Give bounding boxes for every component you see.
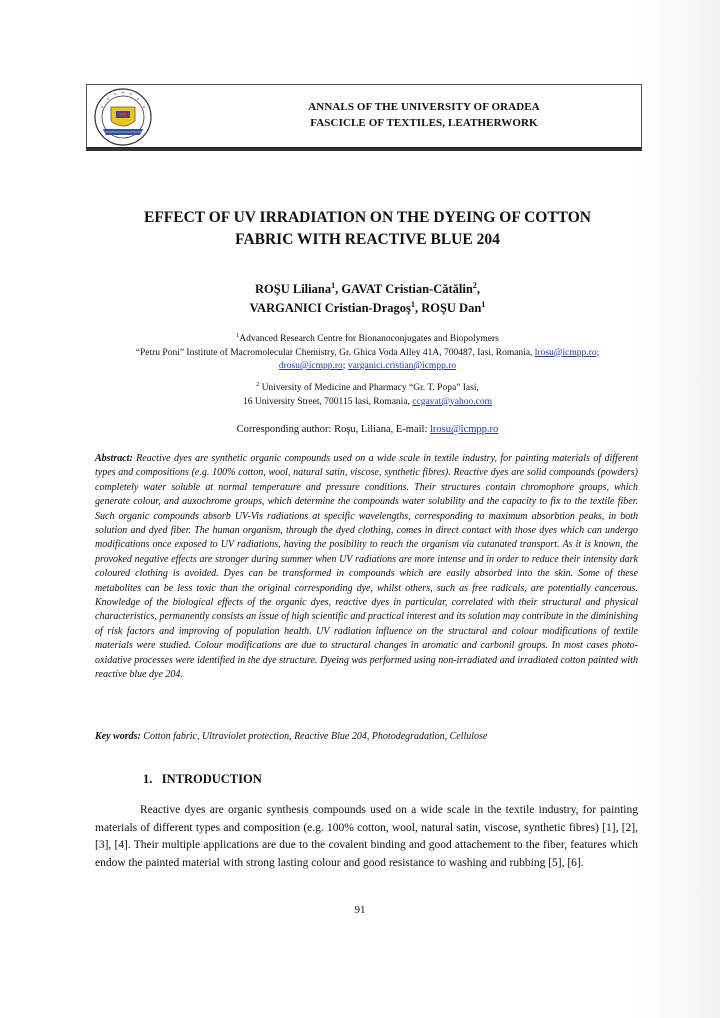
corresponding-label: Corresponding author: Roşu, Liliana, E-mail:: [236, 424, 431, 435]
authors-line-1: ROŞU Liliana$^1$, GAVAT Cristian-Cătălin$^2$,: [255, 280, 480, 296]
affiliation-1-institution: Advanced Research Centre for Bionanoconjugates and Biopolymers: [239, 334, 499, 344]
title-line-1: EFFECT OF UV IRRADIATION ON THE DYEING OF COTTON: [144, 209, 591, 226]
author-4-affil: 1: [481, 299, 486, 309]
author-2: GAVAT Cristian-Cătălin: [341, 282, 473, 296]
corresponding-author: [90, 424, 645, 435]
author-3: VARGANICI Cristian-Dragoş: [249, 301, 411, 315]
keywords-label: Key words:: [95, 731, 141, 742]
journal-line-1: ANNALS OF THE UNIVERSITY OF ORADEA: [308, 101, 540, 113]
author-1: ROŞU Liliana: [255, 282, 332, 296]
affiliation-2-address: 16 University Street, 700115 Iasi, Romania,: [242, 396, 413, 407]
author-1-affil: 1: [331, 280, 336, 290]
section-title: INTRODUCTION: [161, 772, 262, 786]
abstract-text: Reactive dyes are synthetic organic compounds used on a wide scale in textile industry, for painting materials of different types and compositions (e.g. 100% cotton, wool, natural satin, viscose, synthetic fibres). Reactive dyes are solid compounds (powders) completely water soluble at normal temperature and pressure conditions. Their structures contain chromophore groups, which generate colour, and auxochrome groups, which determine the compounds water solubility and the capacity to fix to the textile fiber. Such organic compounds absorb UV-Vis radiations at specific wavelengths, corresponding to maximum absorbtion peaks, in both solution and dyed fiber. The human organism, through the dyed clothing, comes in direct contact with those dyes which can undergo modifications once exposed to UV radiations, having the posibility to reach the organism via cutanated transport. As it is known, the provoked negative effects are stronger during summer when UV radiations are more intense and in order to reduce their intensity dark coloured clothing is avoided. Dyes can be transformed in compounds which are easily absorbed into the skin. Some of these metabolites can be less toxic than the original corresponding dye, whilst others, such as free radicals, are potentially cancerous. Knowledge of the biological effects of the organic dyes, reactive dyes in particular, correlated with their structural and physical characteristics, permanently consists an issue of high scientific and practical interest and its solution may contribute in the diminishing of risk factors and improving of population health. UV radiation influence on the structural and colour modifications of textile materials were studied. Colour modifications are due to structural changes in aromatic and carbonil groups. In most cases photo-oxidative processes were identified in the dye structure. Dyeing was performed using non-irradiated and irradiated cotton painted with reactive blue dye 204.: [95, 453, 638, 681]
keywords-text: Cotton fabric, Ultraviolet protection, Reactive Blue 204, Photodegradation, Cellulose: [140, 731, 488, 742]
abstract: [95, 452, 638, 683]
abstract-label: Abstract:: [95, 453, 133, 464]
affiliation-2-institution: University of Medicine and Pharmacy “Gr. T. Popa” Iasi,: [259, 383, 479, 393]
keywords: [95, 731, 638, 742]
email-link-lrosu[interactable]: lrosu@icmpp.ro;: [534, 347, 600, 358]
email-link-corresponding[interactable]: lrosu@icmpp.ro: [430, 424, 499, 435]
affiliation-1-sup: 1: [236, 332, 240, 339]
email-link-ccgavat[interactable]: ccgavat@yahoo.com: [412, 396, 492, 407]
affiliation-1-address: “Petru Poni” Institute of Macromolecular Chemistry, Gr. Ghica Voda Alley 41A, 700487, Iasi, Romania,: [135, 347, 535, 358]
author-3-affil: 1: [410, 299, 415, 309]
journal-name: [207, 99, 641, 131]
journal-header: [86, 84, 642, 150]
email-link-drosu[interactable]: drosu@icmpp.ro: [278, 361, 343, 371]
affiliation-1-line-2: [90, 347, 645, 361]
author-2-affil: 2: [472, 280, 477, 290]
title-line-2: FABRIC WITH REACTIVE BLUE 204: [235, 231, 500, 248]
page-number: 91: [354, 904, 366, 916]
affiliation-1: [90, 333, 645, 374]
introduction-paragraph: Reactive dyes are organic synthesis compounds used on a wide scale in the textile industry, for painting materials of different types and composition (e.g. 100% cotton, wool, natural satin, viscose, synthetic fibres) [1], [2], [3], [4]. Their multiple applications are due to the covalent binding and good attachement to the fiber, features which endow the painted material with strong lasting colour and good resistance to washing and rubbing [5], [6].: [95, 804, 638, 869]
section-number: 1.: [143, 772, 153, 786]
authors-line-2: VARGANICI Cristian-Dragoş$^1$, ROŞU Dan$^1$: [249, 299, 486, 315]
affiliation-2: [90, 382, 645, 409]
author-4: ROŞU Dan: [421, 301, 482, 315]
journal-line-2: FASCICLE OF TEXTILES, LEATHERWORK: [310, 117, 538, 129]
affiliation-2-line-1: [90, 382, 645, 396]
affiliation-1-line-1: [90, 333, 645, 347]
email-link-varganici[interactable]: varganici.cristian@icmpp.ro: [347, 361, 457, 371]
header-divider: [86, 148, 642, 151]
affiliation-1-line-3: drosu@icmpp.ro; varganici.cristian@icmpp.ro: [278, 361, 457, 371]
author-list: [95, 280, 640, 318]
paper-title: [95, 207, 640, 251]
university-seal-icon: [93, 87, 153, 147]
section-heading-introduction: [143, 772, 262, 787]
affiliation-2-line-2: [90, 396, 645, 410]
affiliation-2-sup: 2: [256, 381, 260, 388]
